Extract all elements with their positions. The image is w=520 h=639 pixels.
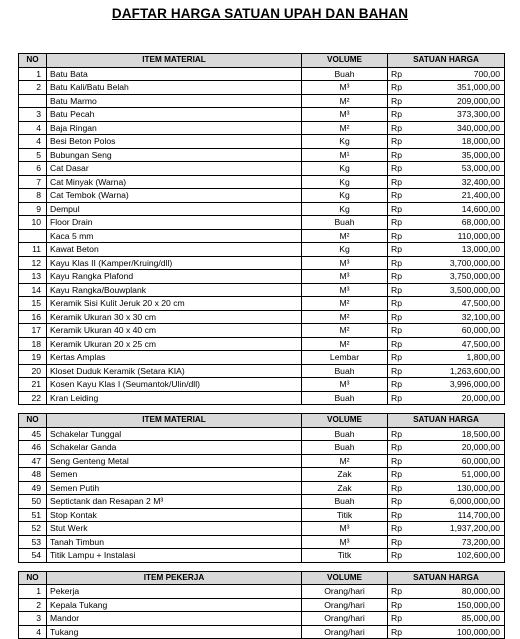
volume-unit: M² [302, 297, 388, 311]
volume-unit: Titk [302, 549, 388, 563]
unit-price: 130,000,00 [412, 481, 505, 495]
volume-unit: Kg [302, 175, 388, 189]
currency-label: Rp [388, 202, 412, 216]
row-number: 4 [19, 135, 47, 149]
currency-label: Rp [388, 229, 412, 243]
table-row [19, 441, 505, 455]
table-row [19, 585, 505, 599]
currency-label: Rp [388, 508, 412, 522]
item-name: Mandor [47, 612, 302, 626]
volume-unit: Kg [302, 202, 388, 216]
item-name: Dempul [47, 202, 302, 216]
row-number: 3 [19, 108, 47, 122]
row-number: 4 [19, 121, 47, 135]
currency-label: Rp [388, 175, 412, 189]
item-name: Bubungan Seng [47, 148, 302, 162]
unit-price: 102,600,00 [412, 549, 505, 563]
header-item: ITEM MATERIAL [47, 54, 302, 68]
currency-label: Rp [388, 378, 412, 392]
header-no: NO [19, 571, 47, 585]
unit-price: 3,700,000,00 [412, 256, 505, 270]
unit-price: 60,000,00 [412, 454, 505, 468]
unit-price: 3,996,000,00 [412, 378, 505, 392]
table-row [19, 81, 505, 95]
table-row [19, 495, 505, 509]
volume-unit: Orang/hari [302, 612, 388, 626]
table-row [19, 243, 505, 257]
table-row [19, 175, 505, 189]
currency-label: Rp [388, 297, 412, 311]
table-row [19, 270, 505, 284]
item-name: Kloset Duduk Keramik (Setara KIA) [47, 364, 302, 378]
item-name: Keramik Sisi Kulit Jeruk 20 x 20 cm [47, 297, 302, 311]
table-row [19, 364, 505, 378]
table-row [19, 324, 505, 338]
row-number: 47 [19, 454, 47, 468]
row-number: 17 [19, 324, 47, 338]
volume-unit: Buah [302, 364, 388, 378]
row-number: 21 [19, 378, 47, 392]
unit-price: 20,000,00 [412, 441, 505, 455]
volume-unit: M³ [302, 270, 388, 284]
item-name: Batu Bata [47, 67, 302, 81]
unit-price: 1,263,600,00 [412, 364, 505, 378]
currency-label: Rp [388, 81, 412, 95]
currency-label: Rp [388, 243, 412, 257]
item-name: Stut Werk [47, 522, 302, 536]
volume-unit: M² [302, 94, 388, 108]
item-name: Batu Pecah [47, 108, 302, 122]
row-number: 2 [19, 81, 47, 95]
price-table-section-3 [18, 571, 505, 639]
unit-price: 32,400,00 [412, 175, 505, 189]
item-name: Pekerja [47, 585, 302, 599]
volume-unit: M² [302, 121, 388, 135]
table-row [19, 468, 505, 482]
header-volume: VOLUME [302, 414, 388, 428]
table-header-row [19, 414, 505, 428]
unit-price: 3,500,000,00 [412, 283, 505, 297]
unit-price: 47,500,00 [412, 297, 505, 311]
row-number: 22 [19, 391, 47, 405]
item-name: Titik Lampu + Instalasi [47, 549, 302, 563]
currency-label: Rp [388, 148, 412, 162]
volume-unit: Titik [302, 508, 388, 522]
volume-unit: Lembar [302, 351, 388, 365]
item-name: Batu Marmo [47, 94, 302, 108]
row-number: 10 [19, 216, 47, 230]
volume-unit: Orang/hari [302, 598, 388, 612]
unit-price: 351,000,00 [412, 81, 505, 95]
item-name: Kayu Rangka/Bouwplank [47, 283, 302, 297]
currency-label: Rp [388, 121, 412, 135]
currency-label: Rp [388, 351, 412, 365]
row-number: 11 [19, 243, 47, 257]
currency-label: Rp [388, 310, 412, 324]
row-number: 13 [19, 270, 47, 284]
currency-label: Rp [388, 549, 412, 563]
row-number: 9 [19, 202, 47, 216]
volume-unit: M³ [302, 108, 388, 122]
table-row [19, 229, 505, 243]
item-name: Septictank dan Resapan 2 M³ [47, 495, 302, 509]
table-row [19, 108, 505, 122]
volume-unit: Buah [302, 441, 388, 455]
table-row [19, 135, 505, 149]
currency-label: Rp [388, 324, 412, 338]
row-number [19, 94, 47, 108]
item-name: Tanah Timbun [47, 535, 302, 549]
item-name: Floor Drain [47, 216, 302, 230]
currency-label: Rp [388, 625, 412, 639]
row-number: 48 [19, 468, 47, 482]
item-name: Batu Kali/Batu Belah [47, 81, 302, 95]
currency-label: Rp [388, 468, 412, 482]
unit-price: 80,000,00 [412, 585, 505, 599]
table-row [19, 391, 505, 405]
currency-label: Rp [388, 94, 412, 108]
row-number: 14 [19, 283, 47, 297]
item-name: Kaca 5 mm [47, 229, 302, 243]
unit-price: 340,000,00 [412, 121, 505, 135]
unit-price: 373,300,00 [412, 108, 505, 122]
volume-unit: M² [302, 229, 388, 243]
item-name: Kayu Klas II (Kamper/Kruing/dll) [47, 256, 302, 270]
item-name: Semen [47, 468, 302, 482]
table-row [19, 454, 505, 468]
item-name: Seng Genteng Metal [47, 454, 302, 468]
item-name: Keramik Ukuran 40 x 40 cm [47, 324, 302, 338]
item-name: Kawat Beton [47, 243, 302, 257]
item-name: Semen Putih [47, 481, 302, 495]
section-gap [18, 563, 504, 571]
unit-price: 13,000,00 [412, 243, 505, 257]
table-row [19, 337, 505, 351]
item-name: Tukang [47, 625, 302, 639]
currency-label: Rp [388, 270, 412, 284]
volume-unit: M³ [302, 256, 388, 270]
currency-label: Rp [388, 391, 412, 405]
unit-price: 14,600,00 [412, 202, 505, 216]
volume-unit: Buah [302, 67, 388, 81]
volume-unit: Buah [302, 216, 388, 230]
volume-unit: M² [302, 324, 388, 338]
section-gap [18, 405, 504, 413]
currency-label: Rp [388, 337, 412, 351]
table-row [19, 351, 505, 365]
item-name: Keramik Ukuran 30 x 30 cm [47, 310, 302, 324]
item-name: Kepala Tukang [47, 598, 302, 612]
header-item: ITEM PEKERJA [47, 571, 302, 585]
header-volume: VOLUME [302, 571, 388, 585]
table-row [19, 378, 505, 392]
table-row [19, 508, 505, 522]
header-no: NO [19, 54, 47, 68]
unit-price: 53,000,00 [412, 162, 505, 176]
unit-price: 20,000,00 [412, 391, 505, 405]
volume-unit: M² [302, 337, 388, 351]
unit-price: 150,000,00 [412, 598, 505, 612]
volume-unit: Orang/hari [302, 585, 388, 599]
unit-price: 73,200,00 [412, 535, 505, 549]
row-number: 6 [19, 162, 47, 176]
currency-label: Rp [388, 481, 412, 495]
table-row [19, 297, 505, 311]
unit-price: 51,000,00 [412, 468, 505, 482]
unit-price: 35,000,00 [412, 148, 505, 162]
table-row [19, 625, 505, 639]
volume-unit: Buah [302, 391, 388, 405]
table-header-row [19, 54, 505, 68]
item-name: Kosen Kayu Klas I (Seumantok/Ulin/dll) [47, 378, 302, 392]
table-row [19, 94, 505, 108]
currency-label: Rp [388, 67, 412, 81]
item-name: Kayu Rangka Plafond [47, 270, 302, 284]
item-name: Cat Minyak (Warna) [47, 175, 302, 189]
item-name: Baja Ringan [47, 121, 302, 135]
unit-price: 18,500,00 [412, 427, 505, 441]
row-number: 18 [19, 337, 47, 351]
volume-unit: Zak [302, 481, 388, 495]
table-header-row [19, 571, 505, 585]
unit-price: 1,800,00 [412, 351, 505, 365]
unit-price: 110,000,00 [412, 229, 505, 243]
currency-label: Rp [388, 283, 412, 297]
row-number: 51 [19, 508, 47, 522]
volume-unit: Kg [302, 189, 388, 203]
table-row [19, 427, 505, 441]
volume-unit: Kg [302, 135, 388, 149]
table-row [19, 256, 505, 270]
volume-unit: Kg [302, 162, 388, 176]
item-name: Schakelar Ganda [47, 441, 302, 455]
volume-unit: M² [302, 310, 388, 324]
table-row [19, 283, 505, 297]
row-number: 19 [19, 351, 47, 365]
table-row [19, 310, 505, 324]
currency-label: Rp [388, 189, 412, 203]
volume-unit: Zak [302, 468, 388, 482]
unit-price: 3,750,000,00 [412, 270, 505, 284]
table-row [19, 598, 505, 612]
item-name: Kertas Amplas [47, 351, 302, 365]
row-number: 8 [19, 189, 47, 203]
volume-unit: M³ [302, 535, 388, 549]
unit-price: 21,400,00 [412, 189, 505, 203]
item-name: Besi Beton Polos [47, 135, 302, 149]
price-list-sheet [18, 53, 504, 639]
unit-price: 18,000,00 [412, 135, 505, 149]
volume-unit: M³ [302, 378, 388, 392]
unit-price: 32,100,00 [412, 310, 505, 324]
item-name: Cat Tembok (Warna) [47, 189, 302, 203]
volume-unit: M³ [302, 522, 388, 536]
volume-unit: Buah [302, 495, 388, 509]
page-title: DAFTAR HARGA SATUAN UPAH DAN BAHAN [0, 6, 520, 21]
currency-label: Rp [388, 162, 412, 176]
row-number [19, 229, 47, 243]
header-no: NO [19, 414, 47, 428]
row-number: 3 [19, 612, 47, 626]
currency-label: Rp [388, 135, 412, 149]
header-volume: VOLUME [302, 54, 388, 68]
table-row [19, 162, 505, 176]
item-name: Keramik Ukuran 20 x 25 cm [47, 337, 302, 351]
unit-price: 6,000,000,00 [412, 495, 505, 509]
currency-label: Rp [388, 535, 412, 549]
currency-label: Rp [388, 441, 412, 455]
volume-unit: M³ [302, 81, 388, 95]
row-number: 49 [19, 481, 47, 495]
volume-unit: M² [302, 454, 388, 468]
header-item: ITEM MATERIAL [47, 414, 302, 428]
row-number: 46 [19, 441, 47, 455]
row-number: 15 [19, 297, 47, 311]
price-table-section-1 [18, 53, 505, 405]
row-number: 54 [19, 549, 47, 563]
unit-price: 1,937,200,00 [412, 522, 505, 536]
table-row [19, 612, 505, 626]
volume-unit: Orang/hari [302, 625, 388, 639]
row-number: 45 [19, 427, 47, 441]
row-number: 7 [19, 175, 47, 189]
table-row [19, 189, 505, 203]
table-row [19, 202, 505, 216]
unit-price: 85,000,00 [412, 612, 505, 626]
table-row [19, 148, 505, 162]
currency-label: Rp [388, 427, 412, 441]
unit-price: 209,000,00 [412, 94, 505, 108]
currency-label: Rp [388, 522, 412, 536]
volume-unit: Kg [302, 243, 388, 257]
table-row [19, 535, 505, 549]
row-number: 20 [19, 364, 47, 378]
unit-price: 114,700,00 [412, 508, 505, 522]
row-number: 50 [19, 495, 47, 509]
currency-label: Rp [388, 216, 412, 230]
item-name: Stop Kontak [47, 508, 302, 522]
currency-label: Rp [388, 364, 412, 378]
table-row [19, 67, 505, 81]
currency-label: Rp [388, 598, 412, 612]
table-row [19, 549, 505, 563]
price-table-section-2 [18, 413, 505, 563]
currency-label: Rp [388, 612, 412, 626]
table-row [19, 522, 505, 536]
row-number: 1 [19, 585, 47, 599]
header-price: SATUAN HARGA [388, 571, 505, 585]
item-name: Cat Dasar [47, 162, 302, 176]
currency-label: Rp [388, 495, 412, 509]
currency-label: Rp [388, 256, 412, 270]
table-row [19, 481, 505, 495]
row-number: 53 [19, 535, 47, 549]
row-number: 52 [19, 522, 47, 536]
row-number: 12 [19, 256, 47, 270]
row-number: 16 [19, 310, 47, 324]
row-number: 4 [19, 625, 47, 639]
unit-price: 47,500,00 [412, 337, 505, 351]
header-price: SATUAN HARGA [388, 414, 505, 428]
unit-price: 700,00 [412, 67, 505, 81]
table-row [19, 121, 505, 135]
volume-unit: M³ [302, 283, 388, 297]
header-price: SATUAN HARGA [388, 54, 505, 68]
row-number: 5 [19, 148, 47, 162]
currency-label: Rp [388, 454, 412, 468]
unit-price: 100,000,00 [412, 625, 505, 639]
volume-unit: Buah [302, 427, 388, 441]
unit-price: 60,000,00 [412, 324, 505, 338]
item-name: Kran Leiding [47, 391, 302, 405]
row-number: 1 [19, 67, 47, 81]
table-row [19, 216, 505, 230]
currency-label: Rp [388, 108, 412, 122]
unit-price: 68,000,00 [412, 216, 505, 230]
volume-unit: M¹ [302, 148, 388, 162]
row-number: 2 [19, 598, 47, 612]
currency-label: Rp [388, 585, 412, 599]
item-name: Schakelar Tunggal [47, 427, 302, 441]
